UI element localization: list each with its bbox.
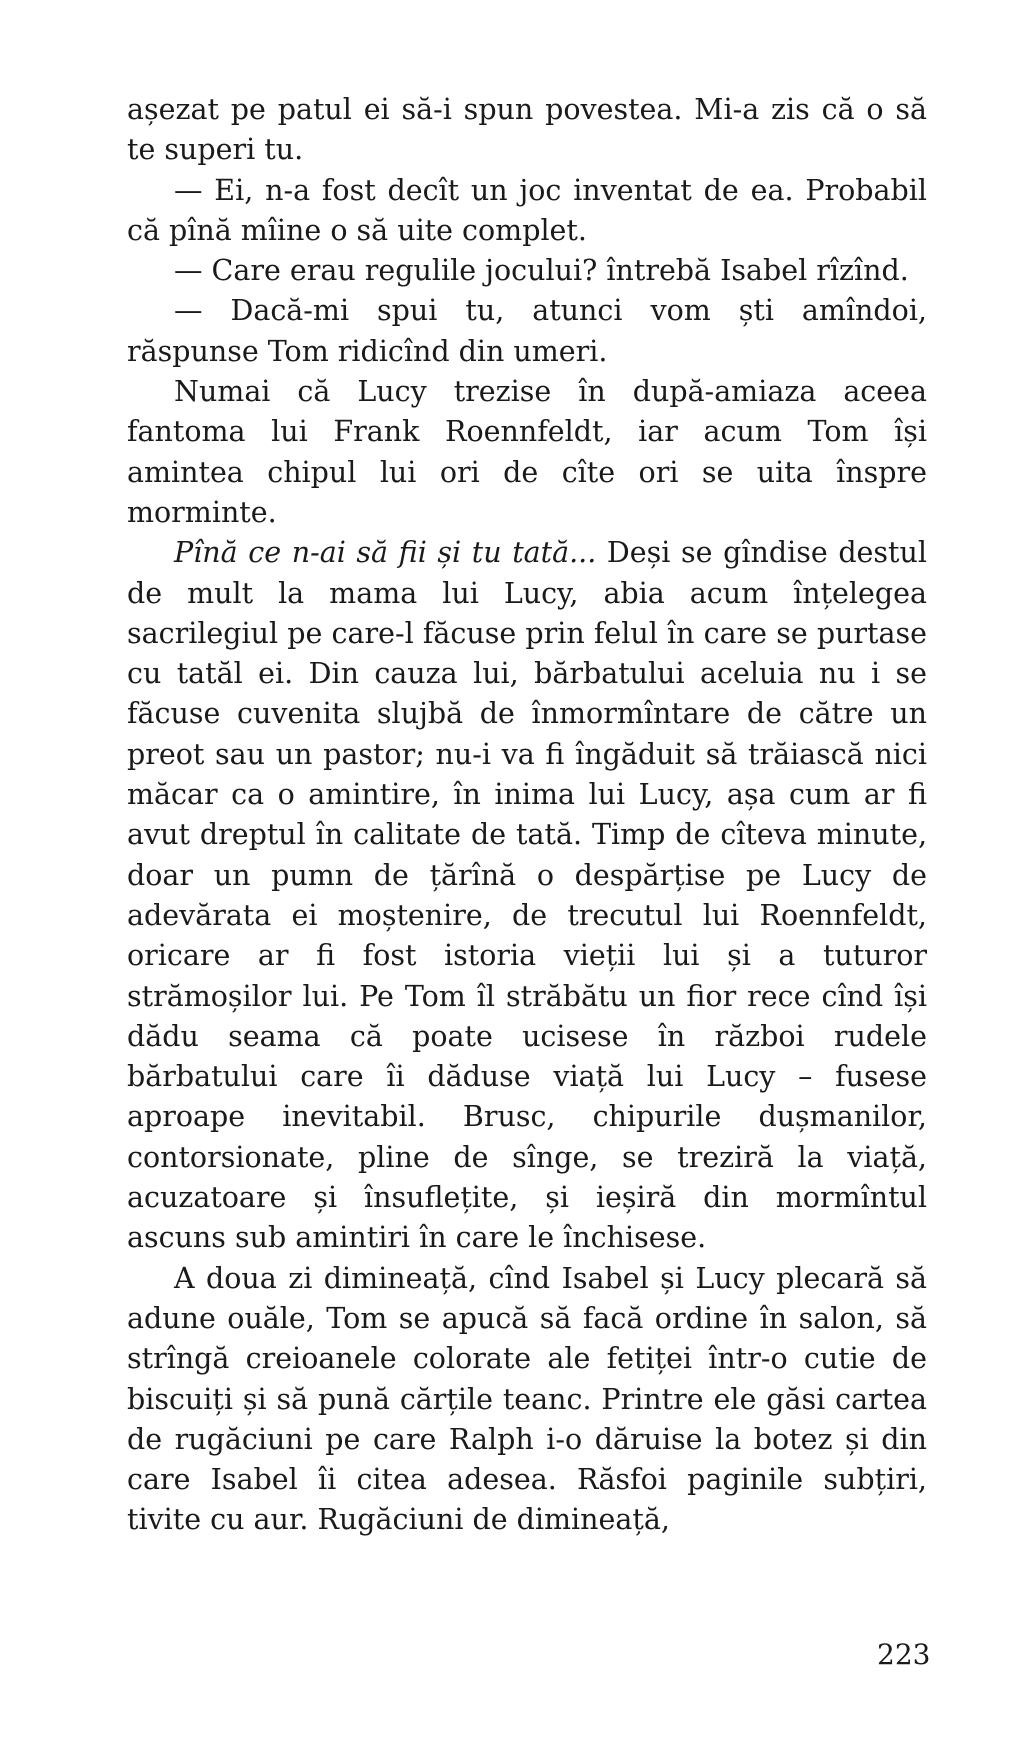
italic-quote: Pînă ce n-ai să fii și tu tată... xyxy=(174,536,597,570)
paragraph-6 xyxy=(127,533,927,1258)
page-number: 223 xyxy=(877,1638,931,1671)
paragraph-7: A doua zi dimineață, cînd Isabel și Lucy plecară să adune ouăle, Tom se apucă să facă ordine în salon, să strîngă creioanele colorate ale fetiței într-o cutie de biscuiți și să pună cărțile teanc. Printre ele găsi cartea de rugăciuni pe care Ralph i-o dăruise la botez și din care Isabel îi citea adesea. Răsfoi paginile subțiri, tivite cu aur. Rugăciuni de dimineață, xyxy=(127,1261,927,1537)
paragraph-4: — Dacă-mi spui tu, atunci vom ști amîndoi, răspunse Tom ridicînd din umeri. xyxy=(127,294,927,368)
paragraph-6-text: Deși se gîndise destul de mult la mama lui Lucy, abia acum înțelegea sacrilegiul pe care-l făcuse prin felul în care se purtase cu tatăl ei. Din cauza lui, bărbatului aceluia nu i se făcuse cuvenita slujbă de înmormîntare de către un preot sau un pastor; nu-i va fi îngăduit să trăiască nici măcar ca o amintire, în inima lui Lucy, așa cum ar fi avut dreptul în calitate de tată. Timp de cîteva minute, doar un pumn de țărînă o despărțise pe Lucy de adevărata ei moștenire, de trecutul lui Roennfeldt, oricare ar fi fost istoria vieții lui și a tuturor strămoșilor lui. Pe Tom îl străbătu un fior rece cînd își dădu seama că poate ucisese în război rudele bărbatului care îi dăduse viață lui Lucy – fusese aproape inevitabil. Brusc, chipurile dușmanilor, contorsionate, pline de sînge, se treziră la viață, acuzatoare și însuflețite, și ieșiră din mormîntul ascuns sub amintiri în care le închisese. xyxy=(127,536,927,1255)
paragraph-2: — Ei, n-a fost decît un joc inventat de ea. Probabil că pînă mîine o să uite complet. xyxy=(127,173,927,247)
page-text xyxy=(127,90,927,1541)
paragraph-3: — Care erau regulile jocului? întrebă Isabel rîzînd. xyxy=(174,254,909,288)
paragraph-5: Numai că Lucy trezise în după-amiaza aceea fantoma lui Frank Roennfeldt, iar acum Tom își amintea chipul lui ori de cîte ori se uita înspre morminte. xyxy=(127,375,927,529)
paragraph-1: așezat pe patul ei să-i spun povestea. Mi-a zis că o să te superi tu. xyxy=(127,93,927,167)
